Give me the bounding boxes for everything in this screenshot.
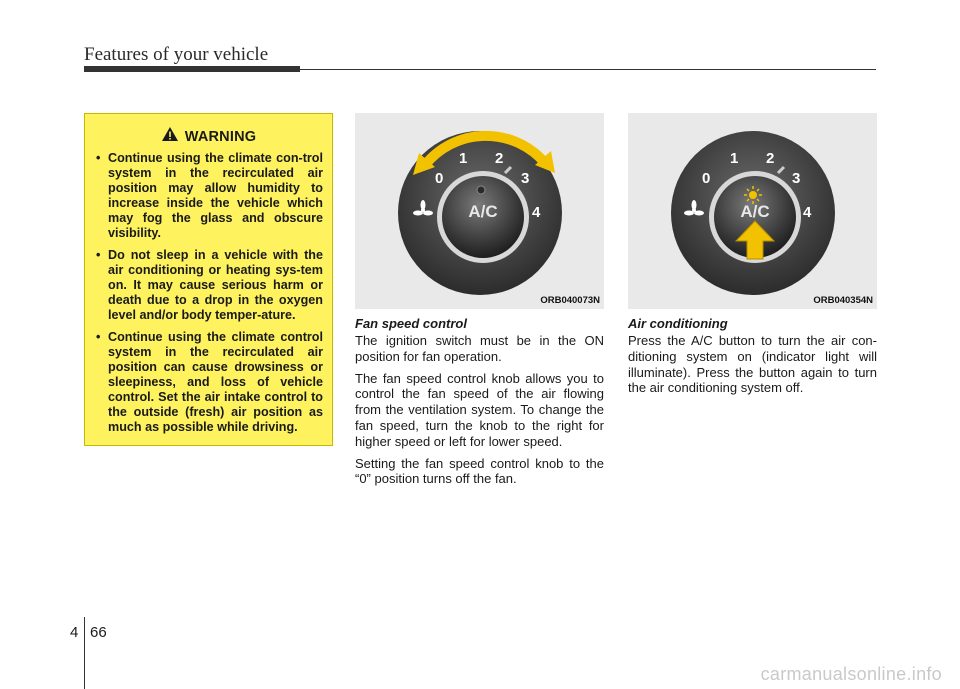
dial-number: 1 bbox=[459, 150, 468, 167]
chapter-number: 4 bbox=[70, 624, 79, 641]
indicator-light bbox=[477, 186, 485, 194]
watermark: carmanualsonline.info bbox=[760, 664, 942, 684]
warning-item: • Continue using the climate con-trol system in the recirculated air position may allow humidity to increase inside the vehicle which may fog the glass and obscure visibility. bbox=[94, 151, 323, 241]
dial-number: 4 bbox=[803, 204, 812, 221]
dial-number: 3 bbox=[792, 170, 801, 187]
paragraph: Press the A/C button to turn the air con-ditioning system on (indicator light will illuminate). Press the button again to turn the air conditioning system off. bbox=[628, 333, 877, 396]
warning-box bbox=[84, 113, 333, 446]
dial-number: 4 bbox=[532, 204, 541, 221]
page-number: 66 bbox=[90, 624, 107, 641]
ac-button-illustration bbox=[628, 113, 877, 309]
header-rule-thick bbox=[84, 66, 300, 72]
ac-label: A/C bbox=[468, 202, 498, 221]
warning-triangle-icon bbox=[161, 126, 179, 147]
air-conditioning-section bbox=[628, 316, 877, 402]
dial-number: 0 bbox=[702, 170, 711, 187]
paragraph: The fan speed control knob allows you to control the fan speed of the air flowing from the ventilation system. To change the fan speed, turn the knob to the right for higher speed or left for lower speed. bbox=[355, 370, 604, 449]
warning-item: • Do not sleep in a vehicle with the air conditioning or heating sys-tem on. It may cause serious harm or death due to a drop in the oxygen level and/or body temper-ature. bbox=[94, 248, 323, 323]
warning-header bbox=[94, 126, 323, 147]
warning-title: WARNING bbox=[184, 128, 257, 145]
figure-code: ORB040354N bbox=[813, 295, 873, 306]
dial-number: 3 bbox=[521, 170, 530, 187]
footer-rule bbox=[84, 617, 85, 689]
section-title: Air conditioning bbox=[628, 316, 728, 331]
dial-number: 0 bbox=[435, 170, 444, 187]
paragraph: Setting the fan speed control knob to the “0” position turns off the fan. bbox=[355, 455, 604, 487]
fan-speed-knob-figure bbox=[355, 113, 604, 309]
section-title: Fan speed control bbox=[355, 316, 467, 331]
ac-label: A/C bbox=[740, 202, 770, 221]
dial-number: 2 bbox=[766, 150, 775, 167]
page-title: Features of your vehicle bbox=[84, 44, 269, 65]
fan-speed-knob-illustration bbox=[355, 113, 604, 309]
paragraph: The ignition switch must be in the ON position for fan operation. bbox=[355, 333, 604, 364]
fan-speed-section bbox=[355, 316, 604, 493]
dial-number: 2 bbox=[495, 150, 504, 167]
dial-number: 1 bbox=[730, 150, 739, 167]
header-rule-thin bbox=[300, 69, 876, 70]
figure-code: ORB040073N bbox=[540, 295, 600, 306]
warning-item: • Continue using the climate control system in the recirculated air position can cause drowsiness or sleepiness, and loss of vehicle control. Set the air intake control to the outside (fresh) air position as much as possible while driving. bbox=[94, 330, 323, 435]
ac-button-figure bbox=[628, 113, 877, 309]
warning-list bbox=[94, 151, 323, 435]
